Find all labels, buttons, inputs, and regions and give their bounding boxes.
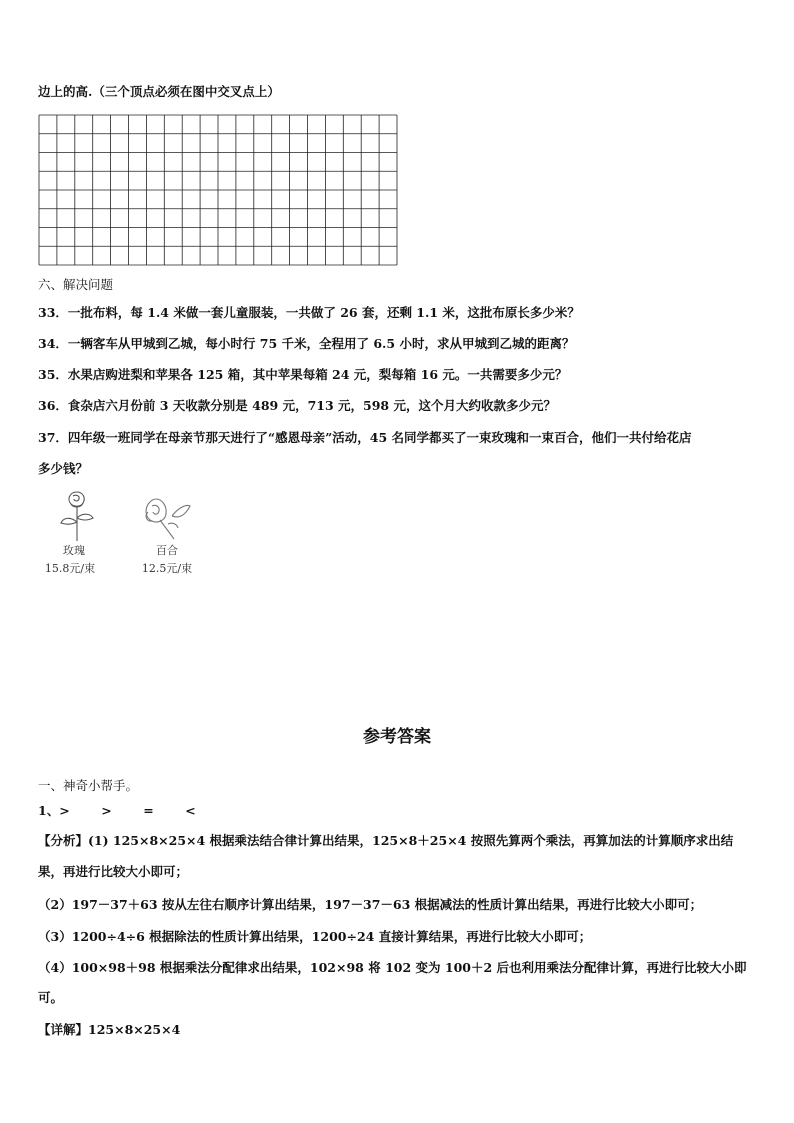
question-36: 36．食杂店六月份前 3 天收款分别是 489 元，713 元，598 元，这个月大约收款多少元？ [38, 398, 556, 413]
question-37-line-2: 多少钱？ [38, 461, 89, 476]
rose-icon [52, 488, 102, 542]
question-34: 34．一辆客车从甲城到乙城，每小时行 75 千米，全程用了 6.5 小时，求从甲城到乙城的距离？ [38, 336, 575, 351]
analysis-4-line-2: 可。 [38, 990, 64, 1005]
question-35: 35．水果店购进梨和苹果各 125 箱，其中苹果每箱 24 元，梨每箱 16 元。一共需要多少元？ [38, 367, 568, 382]
section-six-heading: 六、解决问题 [38, 277, 114, 292]
rose-price: 15.8元/束 [44, 562, 96, 575]
answer-key-title: 参考答案 [363, 727, 431, 747]
analysis-1-line-1: 【分析】(1) 125×8×25×4 根据乘法结合律计算出结果，125×8＋25×4 按照先算两个乘法，再算加法的计算顺序求出结 [38, 833, 734, 848]
answer-1-symbol-2: > [101, 803, 112, 818]
answer-1-symbol-4: < [185, 803, 196, 818]
analysis-4-line-1: （4）100×98＋98 根据乘法分配律求出结果，102×98 将 102 变为 100＋2 后也利用乘法分配律计算，再进行比较大小即 [38, 960, 747, 975]
question-33: 33．一批布料，每 1.4 米做一套儿童服装，一共做了 26 套，还剩 1.1 米，这批布原长多少米？ [38, 305, 580, 320]
question-37-line-1: 37．四年级一班同学在母亲节那天进行了“感恩母亲”活动，45 名同学都买了一束玫瑰和一束百合，他们一共付给花店 [38, 430, 692, 445]
answer-1-symbol-3: = [143, 803, 154, 818]
rose-name: 玫瑰 [63, 544, 85, 557]
analysis-2: （2）197－37＋63 按从左往右顺序计算出结果，197－37－63 根据减法的性质计算出结果，再进行比较大小即可； [38, 897, 703, 912]
drawing-grid [38, 114, 398, 266]
answer-section-one: 一、神奇小帮手。 [38, 778, 139, 793]
lily-price: 12.5元/束 [141, 562, 193, 575]
detail-heading: 【详解】125×8×25×4 [38, 1022, 181, 1037]
lily-name: 百合 [156, 544, 178, 557]
answer-1-prefix: 1、 [38, 803, 60, 818]
answer-1-symbol-1: > [59, 803, 70, 818]
answer-1-row [38, 801, 227, 819]
lily-icon [138, 494, 196, 540]
prev-question-tail: 边上的高.（三个顶点必须在图中交叉点上） [38, 84, 280, 99]
analysis-1-line-2: 果，再进行比较大小即可； [38, 864, 189, 879]
analysis-3: （3）1200÷4÷6 根据除法的性质计算出结果，1200÷24 直接计算结果，再进行比较大小即可； [38, 929, 592, 944]
